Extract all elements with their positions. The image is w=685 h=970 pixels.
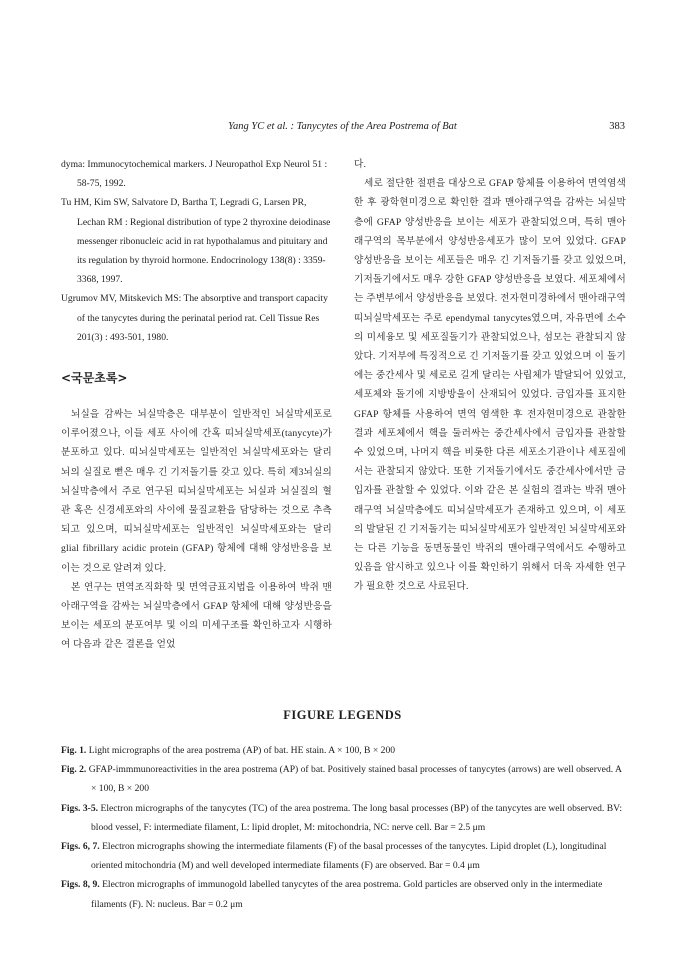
reference-entry: dyma: Immunocytochemical markers. J Neuropathol Exp Neurol 51 : 58-75, 1992. [61,159,328,190]
figure-legend-text: Electron micrographs of immunogold labelled tanycytes of the area postrema. Gold particles are observed only in the intermediate filaments (F). N: nucleus. Bar = 0.2 μm [91,879,603,910]
figure-legend-text: GFAP-immmunoreactivities in the area postrema (AP) of bat. Positively stained basal processes of tanycytes (arrows) are well observed. A × 100, B × 200 [88,764,622,795]
abstract-paragraph-continued: 다. [354,159,367,170]
figure-legend-label: Fig. 2. [61,764,87,776]
right-column [354,155,626,597]
figure-legend-item [61,875,627,913]
page-number: 383 [609,121,625,132]
figure-legends-title: FIGURE LEGENDS [283,708,402,722]
abstract-paragraph: 세로 절단한 절편을 대상으로 GFAP 항체를 이용하여 면역염색한 후 광학현미경으로 확인한 결과 맨아래구역을 감싸는 뇌실막층에 GFAP 양성반응을 보이는 세포가 관찰되었으며, 특히 맨아래구역의 목부분에서 양성반응세포가 많이 모여 있었다. GFAP 양성반응을 보이는 세포들은 매우 긴 기저돌기를 갖고 있었으며, 기저돌기에서도 매우 강한 GFAP 양성반응을 보였다. 세포체에서는 주변부에서 양성반응을 보였다. 전자현미경하에서 맨아래구역 띠뇌실막세포는 주로 ependymal tanycytes였으며, 자유면에 소수의 미세융모 및 세포질돌기가 관찰되었으나, 섬모는 관찰되지 않았다. 기저부에 특징적으로 긴 기저돌기를 갖고 있었으며 이 돌기에는 중간세사 및 세로로 길게 달리는 사립체가 발달되어 있었고, 세포체와 돌기에 지방방울이 산재되어 있었다. 금입자를 표지한 GFAP 항체를 사용하여 면역 염색한 후 전자현미경으로 관찰한 결과 세포체에서 핵을 둘러싸는 중간세사에서 금입자를 관찰할 수 있었으며, 나머지 핵을 비롯한 다른 세포소기관이나 세포질에서는 관찰되지 않았다. 또한 기저돌기에서도 중간세사에서만 금입자를 관찰할 수 있었다. 이와 같은 본 실험의 결과는 박쥐 맨아래구역 뇌실막층에도 띠뇌실막세포가 존재하고 있으며, 이 세포의 발달된 긴 기저돌기는 띠뇌실막세포가 일반적인 뇌실막세포와는 다른 기능을 동면동물인 박쥐의 맨아래구역에서도 수행하고 있음을 암시하고 있으나 이를 확인하기 위해서 더욱 자세한 연구가 필요한 것으로 사료된다. [354,178,626,593]
left-column [61,155,332,655]
korean-abstract-heading: <국문초록> [61,371,128,386]
reference-entry: Ugrumov MV, Mitskevich MS: The absorptive and transport capacity of the tanycytes during the perinatal period rat. Cell Tissue Res 201(3) : 493-501, 1980. [61,293,328,343]
abstract-paragraph: 뇌실을 감싸는 뇌실막층은 대부분이 일반적인 뇌실막세포로 이루어졌으나, 이들 세포 사이에 간혹 띠뇌실막세포(tanycyte)가 분포하고 있다. 띠뇌실막세포는 일반적인 뇌실막세포와는 달리 뇌의 실질로 뻗은 매우 긴 기저돌기를 갖고 있다. 특히 제3뇌실의 뇌실막층에서 주로 연구된 띠뇌실막세포는 뇌실과 뇌실질의 혈관 혹은 신경세포와의 사이에 물질교환을 담당하는 것으로 추측되고 있으며, 띠뇌실막세포는 일반적인 뇌실막세포와는 달리 glial fibrillary acidic protein (GFAP) 항체에 대해 양성반응을 보이는 것으로 알려져 있다. [61,409,332,574]
figure-legend-text: Electron micrographs of the tanycytes (TC) of the area postrema. The long basal processes (BP) of the tanycytes are well observed. BV: blood vessel, F: intermediate filament, L: lipid droplet, M: mitochondria, NC: nerve cell. Bar = 2.5 μm [91,802,622,833]
figure-legend-item [61,837,627,875]
figure-legend-label: Fig. 1. [61,745,87,756]
figure-legend-item [61,760,627,798]
figure-legend-label: Figs. 3-5. [61,802,99,814]
figure-legend-label: Figs. 6, 7. [61,841,100,853]
figure-legend-item [61,741,627,760]
figure-legend-text: Light micrographs of the area postrema (AP) of bat. HE stain. A × 100, B × 200 [88,745,396,756]
figure-legend-label: Figs. 8, 9. [61,879,100,891]
running-head: Yang YC et al. : Tanycytes of the Area Postrema of Bat [228,121,457,132]
page-header [0,121,685,137]
figure-legend-text: Electron micrographs showing the intermediate filaments (F) of the basal processes of the tanycytes. Lipid droplet (L), longitudinal oriented mitochondria (M) and well developed intermediate filaments (F) are observed. Bar = 0.4 μm [91,841,607,872]
figure-legends [61,741,627,914]
reference-entry: Tu HM, Kim SW, Salvatore D, Bartha T, Legradi G, Larsen PR, Lechan RM : Regional distribution of type 2 thyroxine deiodinase messenger ribonucleic acid in rat hypothalamus and pituitary and its regulation by thyroid hormone. Endocrinology 138(8) : 3359-3368, 1997. [61,197,331,286]
figure-legend-item [61,799,627,837]
abstract-paragraph: 본 연구는 면역조직화학 및 면역금표지법을 이용하여 박쥐 맨아래구역을 감싸는 뇌실막층에서 GFAP 항체에 대해 양성반응을 보이는 세포의 분포여부 및 이의 미세구조를 확인하고자 시행하여 다음과 같은 결론을 얻었 [61,581,332,651]
